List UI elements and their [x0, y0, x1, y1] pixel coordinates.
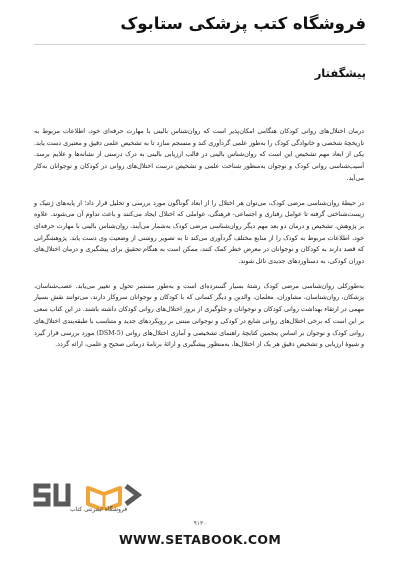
paragraph-3: به‌طورکلی روان‌شناسی مرضی کودک رشتهٔ بسیار گسترده‌ای است و به‌طور مستمر تحول و تغییر می‌یابد. عصب‌شناسان، پزشکان، روان‌شناسان، مشاوران، معلمان، والدین و دیگر کسانی که با کودکان و نوجوانان سروکار دارند، می‌توانند نقش بسیار مهمی در ارتقاء بهداشت روانی کودکان و نوجوانان و جلوگیری از بروز اختلال‌های روانی کودکان داشته باشند. در این کتاب سعی بر این است که برخی اختلال‌های روانی شایع در کودکی و نوجوانی مبتنی بر رویکردهای جدید و متناسب با طبقه‌بندی اختلال‌های روانی کودک و نوجوان بر اساس پنجمین کتابچهٔ راهنمای تشخیصی و آماری اختلال‌های روانی (DSM-5) مورد بررسی قرار گیرد و شیوهٔ ارزیابی و تشخیص دقیق هر یک از اختلال‌ها، به‌منظور پیشگیری و ارائهٔ برنامهٔ درمانی صحیح و علمی، ارائه گردد. — [34, 282, 364, 349]
header-title: فروشگاه کتب پزشکی ستابوک — [120, 14, 366, 33]
site-url: WWW.SETABOOK.COM — [118, 532, 282, 547]
paragraph-2: در حیطهٔ روان‌شناسی مرضی کودک، می‌توان هر اختلال را از ابعاد گوناگون مورد بررسی و تحلیل قرار داد؛ از پایه‌های ژنتیک و زیست‌شناختی گرفته تا عوامل رفتاری و اجتماعی- فرهنگی، عواملی که اختلال ایجاد می‌کنند و باعث تداوم آن می‌شوند. علاوه بر پژوهش، تشخیص و درمان دو بعد مهم دیگر روان‌شناسی مرضی کودک به‌شمار می‌آیند. روان‌شناس بالینی با مهارت حرفه‌ای خود، اطلاعات مربوط به کودک را از منابع مختلف گردآوری می‌کند تا به تصویر روشنی از وضعیت وی دست یابد. پژوهشگرانی که قصد دارند به کودکان و نوجوانان در معرض خطر کمک کنند، ممکن است به هنگام تحقیق برای پیشگیری و درمان اختلال‌های دوران کودکی، به دستاوردهای جدیدی نائل شوند. — [34, 199, 364, 266]
section-title: پیشگفتار — [314, 66, 366, 80]
page-header — [0, 0, 400, 58]
body-text — [34, 126, 364, 351]
watermark-tagline: فروشگاه اینترنتی کتاب — [70, 506, 128, 513]
header-divider — [34, 44, 366, 45]
paragraph-1: درمان اختلال‌های روانی کودکان هنگامی امکان‌پذیر است که روان‌شناس بالینی با مهارت حرفه‌ای خود، اطلاعات مربوط به تاریخچهٔ شخصی و خانوادگی کودک را به‌طور علمی گردآوری کند و منسجم سازد تا به تشخیص علمی دقیق و معتبری دست یابد. یکی از ابعاد مهم تشخیص این است که روان‌شناس بالینی در قالب ارزیابی بالینی به درک درستی از نشانه‌ها و علایم برسد. آسیب‌شناسی روانی کودک و نوجوان به‌منظور شناخت علمی و تشخیص درست اختلال‌های روانی در کودکان و نوجوانان به‌کار می‌آید. — [34, 128, 364, 182]
page-number: ۹۱۳۰ — [193, 520, 207, 527]
watermark-logo — [28, 476, 158, 524]
